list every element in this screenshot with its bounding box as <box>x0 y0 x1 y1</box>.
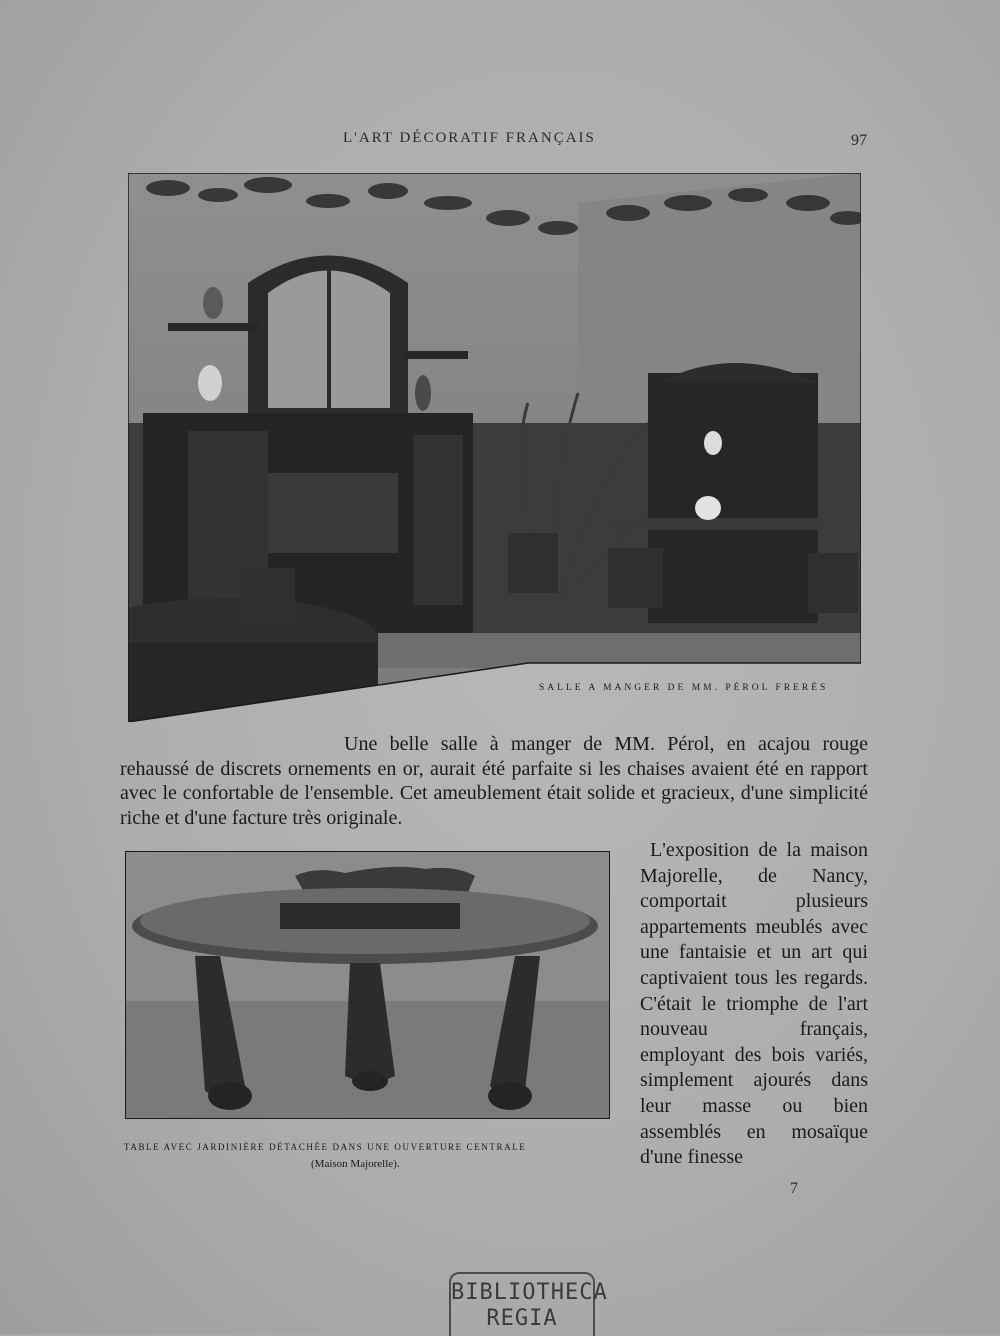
figure2-caption: TABLE AVEC JARDINIÈRE DÉTACHÉE DANS UNE OUVERTURE CENTRALE <box>124 1142 527 1152</box>
figure2-caption-source: (Maison Majorelle). <box>311 1158 400 1170</box>
stamp-line-1: BIBLIOTHECA <box>451 1280 608 1305</box>
running-title: L'ART DÉCORATIF FRANÇAIS <box>343 130 596 146</box>
page-number: 97 <box>851 132 867 149</box>
signature-number: 7 <box>790 1180 798 1197</box>
table-photo <box>125 851 610 1119</box>
stamp-line-2: REGIA <box>486 1306 558 1331</box>
paragraph-1-text: Une belle salle à manger de MM. Pérol, en acajou rouge rehaussé de discrets ornements en or, aurait été parfaite si les chaises avaient été en rapport avec le confortable de l'ensemble. Cet ameublement était solide et gracieux, d'une simplicité riche et d'une facture très originale. <box>120 733 868 829</box>
library-stamp <box>449 1272 608 1336</box>
paragraph-2-text: L'exposition de la maison Majorelle, de Nancy, comportait plusieurs appartements meublés avec une fantaisie et un art qui captivaient tous les regards. C'était le triomphe de l'art nouveau français, employant des bois variés, simplement ajourés dans leur masse ou bien assemblés en mosaïque d'une finesse <box>640 839 868 1169</box>
paragraph-2 <box>640 838 868 1171</box>
paragraph-1 <box>120 732 868 830</box>
figure1-caption: SALLE A MANGER DE MM. PÉROL FRERÈS <box>539 683 829 693</box>
dining-room-photo <box>128 173 861 722</box>
